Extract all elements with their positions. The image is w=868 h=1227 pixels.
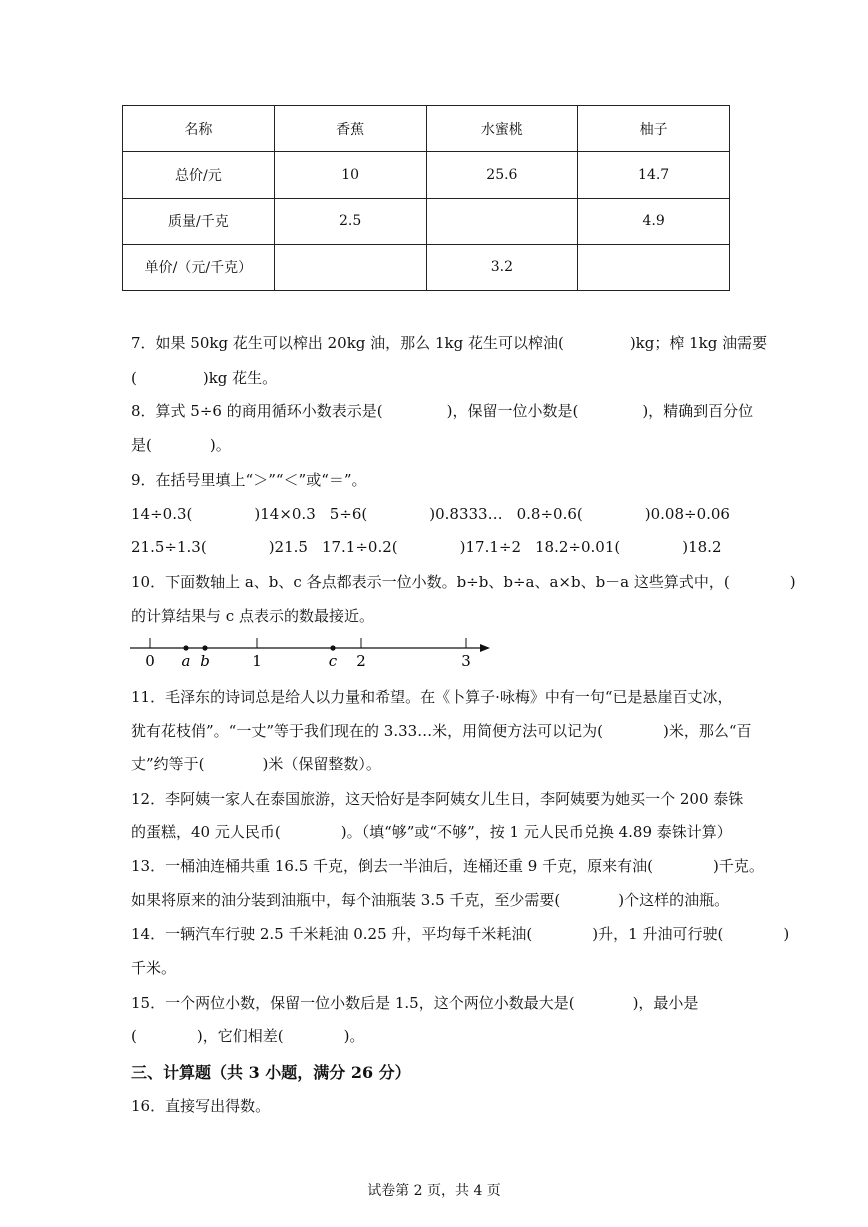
q10-text: ) bbox=[789, 573, 796, 591]
q14-text: ) bbox=[783, 925, 790, 943]
question-13-line-1 bbox=[131, 856, 764, 876]
q14-text: )升，1 升油可行驶( bbox=[592, 925, 724, 943]
question-16-title: 16．直接写出得数。 bbox=[131, 1097, 271, 1115]
table-header-row bbox=[123, 106, 730, 152]
q9-expr: )0.8333… bbox=[429, 505, 503, 523]
label-2: 2 bbox=[356, 652, 366, 670]
q9-expr: 5÷6( bbox=[329, 505, 368, 523]
question-14-line-1 bbox=[131, 924, 789, 944]
q11-text: 丈”约等于( bbox=[131, 755, 205, 773]
question-9-row-1 bbox=[131, 504, 730, 524]
section-3-heading: 三、计算题（共 3 小题，满分 26 分） bbox=[131, 1063, 411, 1082]
q7-text: 7．如果 50kg 花生可以榨出 20kg 油，那么 1kg 花生可以榨油( bbox=[131, 334, 564, 352]
q15-text: )，最小是 bbox=[632, 994, 699, 1012]
q9-expr: )0.08÷0.06 bbox=[644, 505, 730, 523]
question-14-line-2: 千米。 bbox=[131, 959, 177, 977]
q9-expr: )18.2 bbox=[682, 538, 722, 556]
q8-text: )，精确到百分位 bbox=[642, 402, 754, 420]
question-11-line-3 bbox=[131, 754, 381, 774]
price-table bbox=[122, 105, 730, 291]
q7-text: ( bbox=[131, 369, 137, 387]
q9-expr: 18.2÷0.01( bbox=[535, 538, 621, 556]
question-12-line-2 bbox=[131, 822, 732, 842]
point-c bbox=[330, 645, 335, 650]
question-15-line-2 bbox=[131, 1026, 364, 1046]
question-11-line-1: 11．毛泽东的诗词总是给人以力量和希望。在《卜算子·咏梅》中有一句“已是悬崖百丈冰， bbox=[131, 688, 733, 706]
table-cell: 2.5 bbox=[274, 198, 426, 244]
q9-expr: 0.8÷0.6( bbox=[516, 505, 583, 523]
q8-text: )。 bbox=[209, 436, 231, 454]
question-9-row-2 bbox=[131, 537, 722, 557]
question-13-line-2 bbox=[131, 890, 729, 910]
table-header-cell: 水蜜桃 bbox=[426, 106, 578, 152]
q13-text: )个这样的油瓶。 bbox=[618, 891, 730, 909]
q15-text: ( bbox=[131, 1027, 137, 1045]
table-row bbox=[123, 244, 730, 290]
label-1: 1 bbox=[252, 652, 262, 670]
table-header-cell: 柚子 bbox=[578, 106, 730, 152]
q8-text: )，保留一位小数是( bbox=[446, 402, 579, 420]
label-b: b bbox=[200, 652, 210, 670]
question-7-line-2 bbox=[131, 368, 277, 388]
q10-text: 10．下面数轴上 a、b、c 各点都表示一位小数。b÷b、b÷a、a×b、b－a 这些算式中，( bbox=[131, 573, 730, 591]
q7-text: )kg 花生。 bbox=[202, 369, 278, 387]
q13-text: 13．一桶油连桶共重 16.5 千克，倒去一半油后，连桶还重 9 千克，原来有油( bbox=[131, 857, 653, 875]
q9-expr: )14×0.3 bbox=[254, 505, 316, 523]
label-3: 3 bbox=[461, 652, 471, 670]
q15-text: )，它们相差( bbox=[196, 1027, 284, 1045]
q11-text: )米，那么“百 bbox=[663, 722, 752, 740]
question-12-line-1: 12．李阿姨一家人在泰国旅游，这天恰好是李阿姨女儿生日，李阿姨要为她买一个 200 泰铢 bbox=[131, 790, 744, 808]
table-cell-blank[interactable] bbox=[426, 198, 578, 244]
q9-expr: 17.1÷0.2( bbox=[321, 538, 398, 556]
q13-text: 如果将原来的油分装到油瓶中，每个油瓶装 3.5 千克，至少需要( bbox=[131, 891, 561, 909]
table-cell: 10 bbox=[274, 152, 426, 198]
q11-text: 犹有花枝俏”。“一丈”等于我们现在的 3.33…米，用简便方法可以记为( bbox=[131, 722, 604, 740]
number-line bbox=[124, 632, 500, 672]
table-cell: 4.9 bbox=[578, 198, 730, 244]
table-row bbox=[123, 198, 730, 244]
question-7-line-1 bbox=[131, 333, 767, 353]
label-a: a bbox=[181, 652, 191, 670]
table-header-cell: 名称 bbox=[123, 106, 275, 152]
number-line-arrow bbox=[480, 644, 490, 652]
q12-text: )。（填“够”或“不够”，按 1 元人民币兑换 4.89 泰铢计算） bbox=[340, 823, 732, 841]
question-11-line-2 bbox=[131, 721, 752, 741]
table-cell: 质量/千克 bbox=[123, 198, 275, 244]
table-row bbox=[123, 152, 730, 198]
point-b bbox=[202, 645, 207, 650]
question-15-line-1 bbox=[131, 993, 698, 1013]
q7-text: )kg；榨 1kg 油需要 bbox=[629, 334, 768, 352]
table-cell: 总价/元 bbox=[123, 152, 275, 198]
q8-text: 是( bbox=[131, 436, 152, 454]
q9-expr: 21.5÷1.3( bbox=[131, 538, 207, 556]
q15-text: 15．一个两位小数，保留一位小数后是 1.5，这个两位小数最大是( bbox=[131, 994, 575, 1012]
q8-text: 8．算式 5÷6 的商用循环小数表示是( bbox=[131, 402, 383, 420]
table-cell: 3.2 bbox=[426, 244, 578, 290]
table-cell-blank[interactable] bbox=[578, 244, 730, 290]
table-cell: 25.6 bbox=[426, 152, 578, 198]
q13-text: )千克。 bbox=[712, 857, 764, 875]
q9-expr: )21.5 bbox=[268, 538, 308, 556]
q12-text: 的蛋糕，40 元人民币( bbox=[131, 823, 281, 841]
question-9-title: 9．在括号里填上“＞”“＜”或“＝”。 bbox=[131, 471, 367, 489]
table-cell-blank[interactable] bbox=[274, 244, 426, 290]
point-a bbox=[183, 645, 188, 650]
question-10-line-2: 的计算结果与 c 点表示的数最接近。 bbox=[131, 607, 374, 625]
table-cell: 单价/（元/千克） bbox=[123, 244, 275, 290]
question-8-line-2 bbox=[131, 435, 231, 455]
q9-expr: )17.1÷2 bbox=[459, 538, 522, 556]
q9-expr: 14÷0.3( bbox=[131, 505, 193, 523]
question-10-line-1 bbox=[131, 572, 796, 592]
label-0: 0 bbox=[145, 652, 155, 670]
q11-text: )米（保留整数）。 bbox=[262, 755, 381, 773]
label-c: c bbox=[328, 652, 338, 670]
q15-text: )。 bbox=[343, 1027, 365, 1045]
table-header-cell: 香蕉 bbox=[274, 106, 426, 152]
q14-text: 14．一辆汽车行驶 2.5 千米耗油 0.25 升，平均每千米耗油( bbox=[131, 925, 533, 943]
page-footer: 试卷第 2 页，共 4 页 bbox=[367, 1183, 501, 1199]
table-cell: 14.7 bbox=[578, 152, 730, 198]
question-8-line-1 bbox=[131, 401, 753, 421]
